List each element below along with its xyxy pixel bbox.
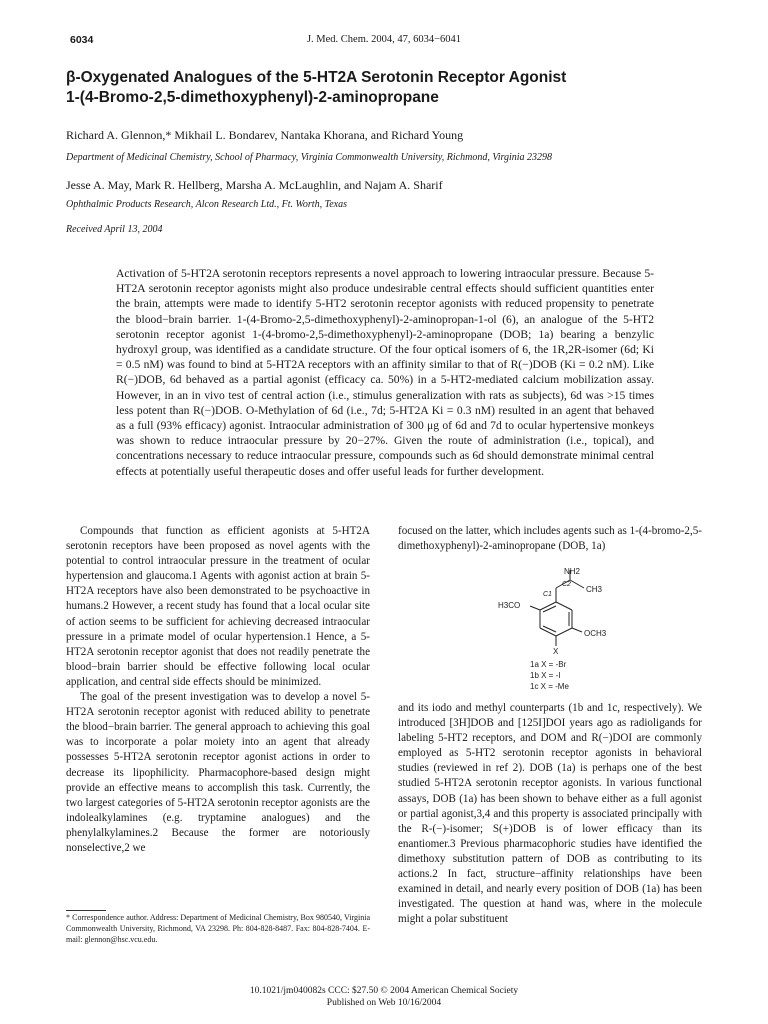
title-line-2: 1-(4-Bromo-2,5-dimethoxyphenyl)-2-aminopropane: [66, 89, 439, 106]
right-column-body: [398, 701, 702, 927]
running-header: [0, 34, 768, 50]
left-column: [66, 524, 370, 856]
compound-1b-label: 1b X = -I: [530, 671, 561, 680]
compound-1a-label: 1a X = -Br: [530, 660, 567, 669]
received-date: Received April 13, 2004: [66, 224, 163, 235]
article-title: [66, 68, 706, 108]
author-list-1: Richard A. Glennon,* Mikhail L. Bondarev, Nantaka Khorana, and Richard Young: [66, 128, 464, 142]
journal-citation: J. Med. Chem. 2004, 47, 6034−6041: [306, 34, 462, 45]
publication-date: Published on Web 10/16/2004: [326, 998, 442, 1008]
substituent-x-label: X: [553, 647, 559, 656]
right-column-intro: [398, 524, 702, 554]
title-line-1: β-Oxygenated Analogues of the 5-HT2A Serotonin Receptor Agonist: [66, 69, 567, 86]
amine-group-label: NH2: [564, 567, 581, 576]
methoxy-right-label: OCH3: [584, 629, 607, 638]
c1-label: C1: [543, 591, 552, 598]
abstract: Activation of 5-HT2A serotonin receptors represents a novel approach to lowering intraocular pressure. Because 5-HT2A serotonin receptor agonists might also produce undesirable central effects should sufficient quantities enter the brain, attempts were made to identify 5-HT2 serotonin receptor agonists with reduced propensity to penetrate the blood−brain barrier. 1-(4-Bromo-2,5-dimethoxyphenyl)-2-aminopropan-1-ol (6), an analogue of the 5-HT2 serotonin receptor agonist 1-(4-bromo-2,5-dimethoxyphenyl)-2-aminopropane (DOB; 1a) bearing a benzylic hydroxyl group, was identified as a candidate structure. Of the four optical isomers of 6, the 1R,2R-isomer (6d; Ki = 0.5 nM) was found to bind at 5-HT2A receptors with an affinity similar to that of R(−)DOB (Ki = 0.2 nM). Like R(−)DOB, 6d behaved as a partial agonist (efficacy ca. 50%) in a 5-HT2-mediated calcium mobilization assay. However, in an in vivo test of central action (i.e., stimulus generalization with rats as subjects), 6d was >15 times less potent than R(−)DOB. O-Methylation of 6d (i.e., 7d; 5-HT2A Ki = 0.3 nM) resulted in an agent that behaved as a full (93% efficacy) agonist. Intraocular administration of 300 μg of 6d and 7d to ocular hypertensive monkeys was shown to reduce intraocular pressure by 20−27%. Given the route of administration (i.e., topical), and concentrations necessary to reduce intraocular pressure, compounds such as 6d should demonstrate minimal central effects at potentially useful therapeutic doses and offer useful leads for further development.: [116, 267, 654, 478]
author-list-2: Jesse A. May, Mark R. Hellberg, Marsha A. McLaughlin, and Najam A. Sharif: [66, 178, 443, 192]
body-paragraph: and its iodo and methyl counterparts (1b and 1c, respectively). We introduced [3H]DOB and [125I]DOI years ago as radioligands for labeling 5-HT2 receptors, and DOM and R(−)DOI are commonly employed as 5-HT2 serotonin receptor agonists in behavioral studies (reviewed in ref 2). DOB (1a) is perhaps one of the best studied 5-HT2A serotonin receptor agonists. In various functional assays, DOB (1a) has been shown to behave either as a full agonist or partial agonist,3,4 and this property is associated principally with the R-(−)-isomer; S(+)DOB is of lower efficacy than its enantiomer.3 Previous pharmacophoric studies have identified the dimethoxy substitution pattern of DOB as contributing to its actions.2 In fact, structure−affinity relationships have been examined in detail, and nearly every position of DOB (1a) has been investigated. The question at hand was, where in the molecule might a polar substituent: [398, 702, 702, 926]
body-paragraph: focused on the latter, which includes agents such as 1-(4-bromo-2,5-dimethoxyphenyl)-2-aminopropane (DOB, 1a): [398, 525, 702, 553]
c2-label: C2: [562, 581, 571, 588]
correspondence-footnote: * Correspondence author. Address: Department of Medicinal Chemistry, Box 980540, Virginia Commonwealth University, Richmond, VA 23298. Ph: 804-828-8487. Fax: 804-828-7404. E-mail: glennon@hsc.vcu.edu.: [66, 913, 370, 944]
affiliation-2: Ophthalmic Products Research, Alcon Research Ltd., Ft. Worth, Texas: [66, 199, 347, 210]
dob-chemical-structure: [490, 566, 630, 694]
body-paragraph: The goal of the present investigation was to develop a novel 5-HT2A serotonin receptor agonist with reduced ability to penetrate the blood−brain barrier. The general approach to achieving this goal was to incorporate a polar moiety into an agent that already possesses 5-HT2A serotonin receptor agonist actions in order to decrease its lipophilicity. Pharmacophore-based design might provide an effective means to accomplish this task. Currently, the two largest categories of 5-HT2A serotonin receptor agonists are the indolealkylamines (e.g. tryptamine analogues) and the phenylalkylamines.2 Because the former are notoriously nonselective,2 we: [66, 691, 370, 854]
affiliation-1: Department of Medicinal Chemistry, School of Pharmacy, Virginia Commonwealth University, Richmond, Virginia 23298: [66, 152, 553, 163]
footnote-rule: [66, 910, 106, 911]
methyl-group-label: CH3: [586, 585, 603, 594]
body-paragraph: Compounds that function as efficient agonists at 5-HT2A serotonin receptors have been proposed as novel agents with the potential to control intraocular pressure in the treatment of ocular hypertension and glaucoma.1 Agents with agonist action at brain 5-HT2A receptors have also been demonstrated to be psychoactive in humans.2 However, a recent study has found that a local ocular site of action seems to be sufficient for achieving decreased intraocular pressure in a primate model of ocular hypertension.1 Hence, a 5-HT2A serotonin receptor agonist that does not readily penetrate the blood−brain barrier should be effective following local ocular application, and central side effects should be minimized.: [66, 525, 370, 688]
page-number: 6034: [70, 34, 94, 46]
methoxy-left-label: H3CO: [498, 601, 521, 610]
compound-1c-label: 1c X = -Me: [530, 682, 569, 691]
page-footer: [0, 985, 768, 1009]
doi-copyright-line: 10.1021/jm040082s CCC: $27.50 © 2004 American Chemical Society: [249, 986, 519, 996]
